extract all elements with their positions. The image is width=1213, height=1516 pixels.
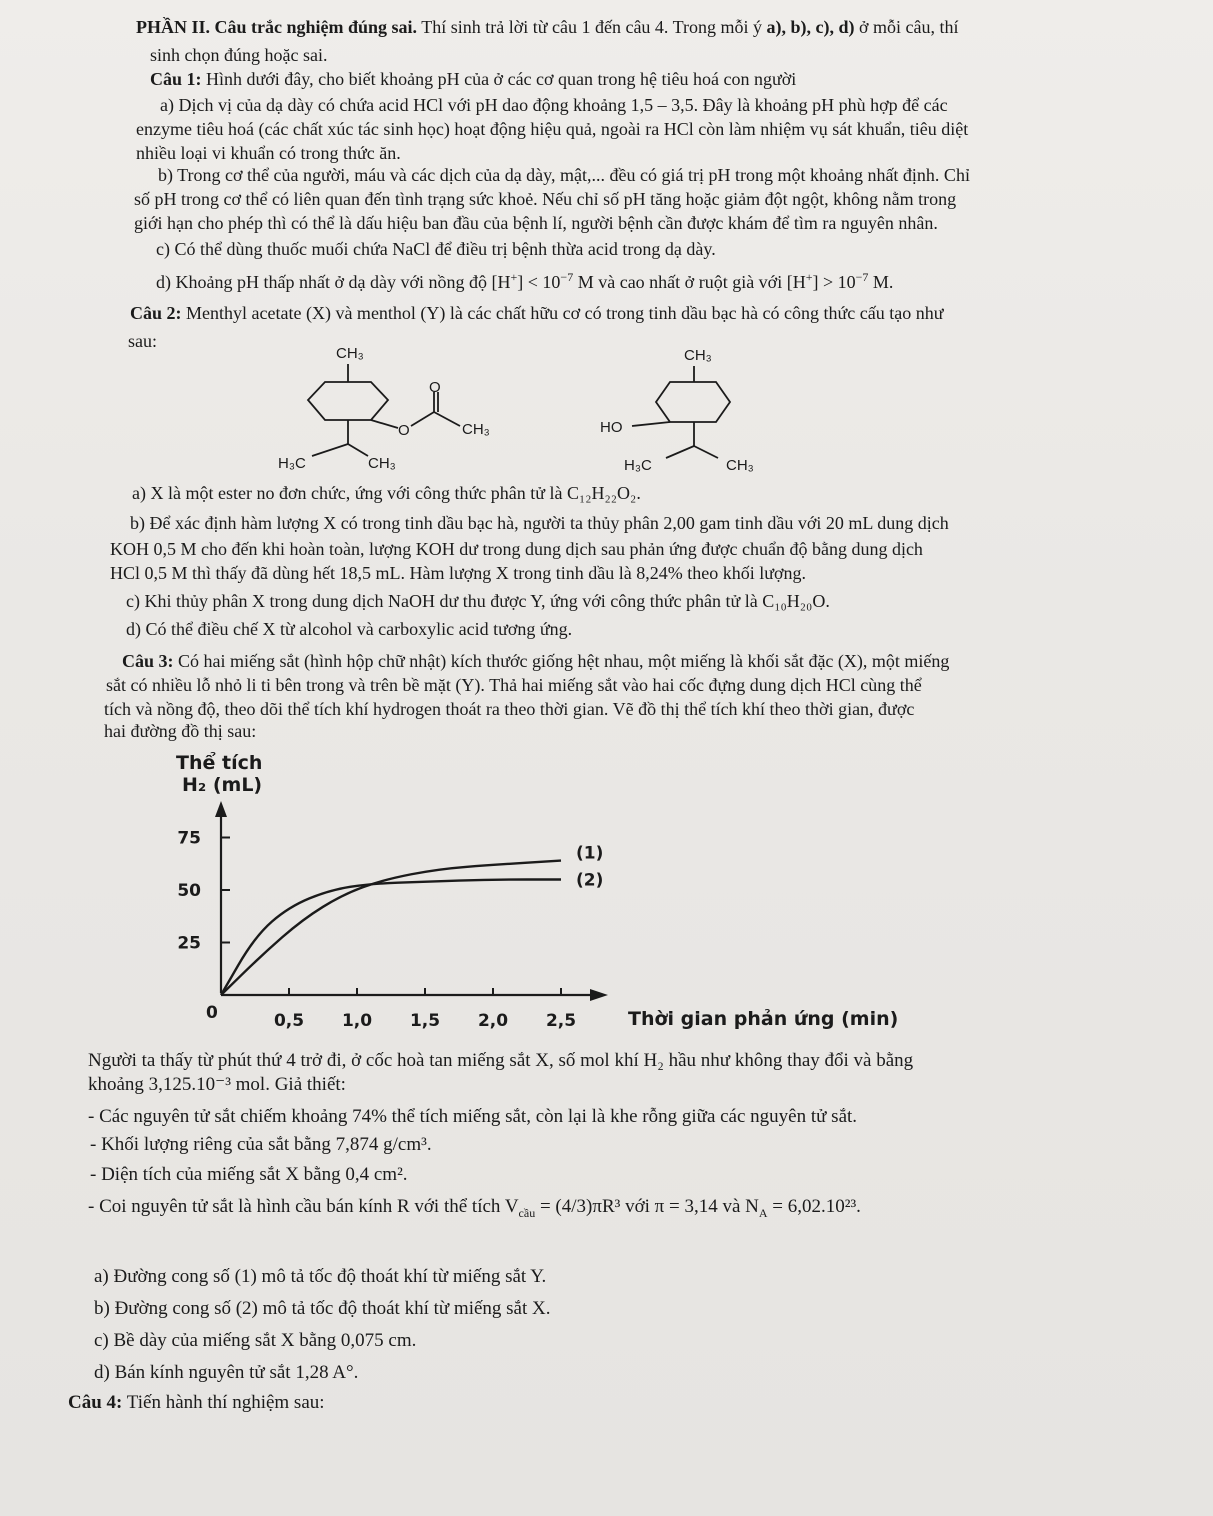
chart-xtick-label: 2,0 (477, 1011, 509, 1031)
x-acetyl-ch3: CH₃ (462, 421, 490, 438)
q3-sub-cau: cầu (518, 1205, 536, 1220)
chart-y-arrow (215, 801, 227, 817)
x-ch3-bottom: CH₃ (368, 455, 396, 472)
x-ring (308, 382, 388, 420)
q2-c: c) Khi thủy phân X trong dung dịch NaOH dư thu được Y, ứng với công thức phân tử là C₁₀H₂₀O. (126, 591, 830, 611)
q2-stem-text: Menthyl acetate (X) và menthol (Y) là các chất hữu cơ có trong tinh dầu bạc hà có công thức cấu tạo như (186, 303, 944, 323)
chart-series-label-1: (1) (576, 843, 604, 864)
q3-assumption-4-avogadro: = 6,02.10²³. (772, 1196, 861, 1217)
q3-stem-line1 (122, 650, 949, 672)
chart-series-2 (221, 880, 561, 996)
section-title: PHẦN II. Câu trắc nghiệm đúng sai. (136, 17, 418, 37)
q2-label: Câu 2: (130, 303, 182, 323)
q2-stem (130, 302, 944, 324)
h2-volume-chart (150, 745, 980, 1045)
y-ring (656, 382, 730, 422)
q3-assumption-2: - Khối lượng riêng của sắt bằng 7,874 g/cm³. (90, 1134, 432, 1155)
q3-d: d) Bán kính nguyên tử sắt 1,28 A°. (94, 1362, 359, 1383)
x-h3c: H₃C (278, 455, 306, 472)
q1-d-formula-2: $[H^+] > 10^{-7}$ M. (786, 270, 894, 292)
q3-c: c) Bề dày của miếng sắt X bằng 0,075 cm. (94, 1330, 417, 1351)
q4-stem-text: Tiến hành thí nghiệm sau: (126, 1392, 325, 1413)
q1-d-formula-1: $[H^+] < 10^{-7}$ M (491, 270, 599, 292)
y-ch3-top: CH₃ (684, 347, 712, 364)
q3-b: b) Đường cong số (2) mô tả tốc độ thoát khí từ miếng sắt X. (94, 1298, 551, 1319)
section-intro-text: Thí sinh trả lời từ câu 1 đến câu 4. Trong mỗi ý (421, 17, 762, 37)
chart-xtick-label: 0,5 (273, 1011, 305, 1031)
x-ch3-top: CH₃ (336, 345, 364, 362)
chart-ytick-label: 50 (177, 881, 201, 901)
section-intro-abcd: a), b), c), d) (766, 17, 855, 37)
section-intro (136, 16, 958, 38)
q3-a: a) Đường cong số (1) mô tả tốc độ thoát khí từ miếng sắt Y. (94, 1266, 547, 1287)
q2-a: a) X là một ester no đơn chức, ứng với công thức phân tử là C₁₂H₂₂O₂. (132, 483, 641, 503)
x-ester-o: O (398, 422, 410, 439)
q1-c: c) Có thể dùng thuốc muối chứa NaCl để điều trị bệnh thừa acid trong dạ dày. (156, 239, 716, 259)
q3-label: Câu 3: (122, 651, 174, 671)
q3-sub-a: A (758, 1205, 768, 1220)
q2-d: d) Có thể điều chế X từ alcohol và carboxylic acid tương ứng. (126, 619, 573, 639)
q1-d (156, 266, 893, 293)
chart-ylabel-2: H₂ (mL) (182, 774, 263, 796)
q3-stem-line4: hai đường đồ thị sau: (104, 721, 257, 741)
chart-xlabel: Thời gian phản ứng (min) (628, 1008, 899, 1030)
q1-b-line1: b) Trong cơ thể của người, máu và các dịch của dạ dày, mật,... đều có giá trị pH trong một khoảng nhất định. Chỉ (158, 165, 970, 185)
y-ch3-bottom: CH₃ (726, 457, 754, 474)
q3-assumption-4 (88, 1196, 861, 1224)
q3-assumption-4-formula: = (4/3)πR³ với π = 3,14 và N (539, 1196, 759, 1217)
chart-ytick-label: 25 (177, 933, 201, 954)
chart-ytick-label: 75 (177, 828, 201, 849)
q1-b-line3: giới hạn cho phép thì có thể là dấu hiệu ban đầu của bệnh lí, người bệnh cần được khám để tìm ra nguyên nhân. (134, 213, 938, 233)
q2-b-line3: HCl 0,5 M thì thấy đã dùng hết 18,5 mL. Hàm lượng X trong tinh dầu là 8,24% theo khối lượng. (110, 563, 806, 583)
q2-stem-line2: sau: (128, 331, 157, 351)
q1-stem (150, 68, 796, 90)
q1-stem-text: Hình dưới đây, cho biết khoảng pH của ở các cơ quan trong hệ tiêu hoá con người (206, 69, 797, 89)
q3-assumption-4-text: - Coi nguyên tử sắt là hình cầu bán kính R với thể tích V (88, 1196, 519, 1217)
q1-a-line2: enzyme tiêu hoá (các chất xúc tác sinh học) hoạt động hiệu quả, ngoài ra HCl còn làm nhiệm vụ sát khuẩn, tiêu diệt (136, 119, 969, 139)
q3-assumption-3: - Diện tích của miếng sắt X bằng 0,4 cm². (90, 1164, 408, 1185)
chart-xtick-label: 1,0 (341, 1011, 373, 1031)
y-h3c: H₃C (624, 457, 652, 474)
q3-stem-line2: sắt có nhiều lỗ nhỏ li ti bên trong và trên bề mặt (Y). Thả hai miếng sắt vào hai cốc đựng dung dịch HCl cùng thể (106, 675, 922, 695)
menthol-structure (596, 338, 776, 478)
chart-origin-label: 0 (206, 1003, 218, 1023)
q1-a-line1: a) Dịch vị của dạ dày có chứa acid HCl với pH dao động khoảng 1,5 – 3,5. Đây là khoảng pH phù hợp để các (160, 95, 948, 115)
q1-d-text-2: và cao nhất ở ruột già với (598, 272, 783, 292)
q1-d-text-1: d) Khoảng pH thấp nhất ở dạ dày với nồng độ (156, 272, 487, 292)
section-intro-text-2: ở mỗi câu, thí (858, 17, 959, 37)
y-ho: HO (600, 419, 623, 436)
q1-a-line3: nhiều loại vi khuẩn có trong thức ăn. (136, 143, 401, 163)
menthyl-acetate-structure (270, 338, 530, 478)
q3-stem-line3: tích và nồng độ, theo dõi thể tích khí hydrogen thoát ra theo thời gian. Vẽ đồ thị thể tích khí theo thời gian, được (104, 699, 915, 719)
chart-xtick-label: 2,5 (545, 1011, 577, 1031)
q2-b-line1: b) Để xác định hàm lượng X có trong tinh dầu bạc hà, người ta thủy phân 2,00 gam tinh dầu với 20 mL dung dịch (130, 513, 949, 533)
x-carbonyl-o: O (429, 379, 441, 396)
q4-label: Câu 4: (68, 1392, 123, 1413)
section-intro-line2: sinh chọn đúng hoặc sai. (150, 45, 328, 65)
q3-after-line2: khoảng 3,125.10⁻³ mol. Giả thiết: (88, 1074, 346, 1095)
q2-b-line2: KOH 0,5 M cho đến khi hoàn toàn, lượng KOH dư trong dung dịch sau phản ứng được chuẩn độ bằng dung dịch (110, 539, 923, 559)
chart-series-label-2: (2) (576, 870, 604, 891)
q1-b-line2: số pH trong cơ thể có liên quan đến tình trạng sức khoẻ. Nếu chỉ số pH tăng hoặc giảm đột ngột, không nằm trong (134, 189, 957, 209)
q3-assumption-1: - Các nguyên tử sắt chiếm khoảng 74% thể tích miếng sắt, còn lại là khe rỗng giữa các nguyên tử sắt. (88, 1106, 858, 1127)
q1-label: Câu 1: (150, 69, 202, 89)
chart-ylabel-1: Thể tích (176, 752, 263, 774)
q3-after-line1: Người ta thấy từ phút thứ 4 trở đi, ở cốc hoà tan miếng sắt X, số mol khí H₂ hầu như không thay đổi và bằng (88, 1050, 914, 1071)
q4-stem (68, 1392, 325, 1414)
chart-xtick-label: 1,5 (409, 1011, 441, 1031)
chart-x-arrow (590, 989, 608, 1001)
q3-stem-text: Có hai miếng sắt (hình hộp chữ nhật) kích thước giống hệt nhau, một miếng là khối sắt đặc (X), một miếng (178, 651, 950, 671)
